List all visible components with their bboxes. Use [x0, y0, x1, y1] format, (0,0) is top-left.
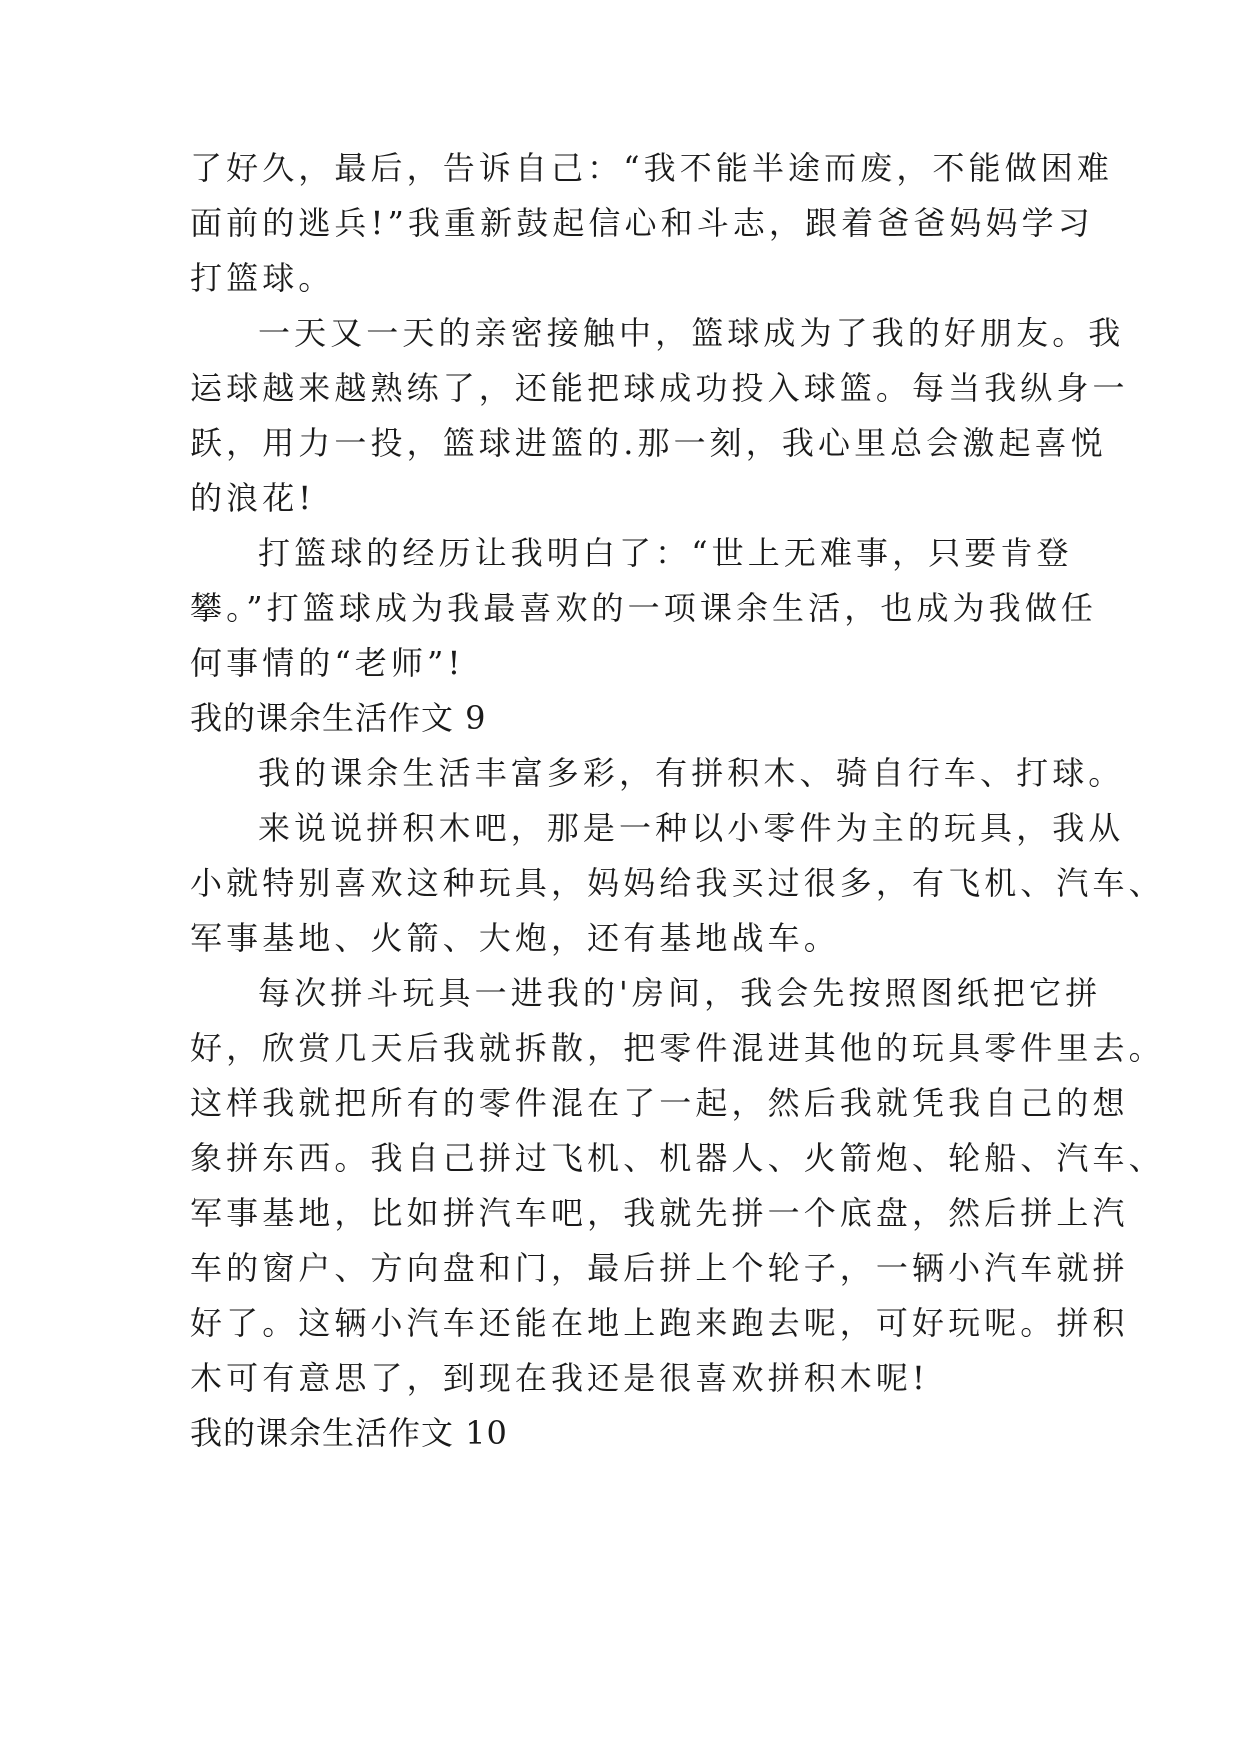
text-line: 小就特别喜欢这种玩具，妈妈给我买过很多，有飞机、汽车、	[190, 864, 1165, 902]
text-line: 跃，用力一投，篮球进篮的.那一刻，我心里总会激起喜悦	[190, 424, 1107, 462]
text-line: 木可有意思了，到现在我还是很喜欢拼积木呢!	[190, 1359, 929, 1397]
text-line: 象拼东西。我自己拼过飞机、机器人、火箭炮、轮船、汽车、	[190, 1139, 1165, 1177]
paragraph-first-line: 一天又一天的亲密接触中，篮球成为了我的好朋友。我	[258, 314, 1125, 352]
text-line: 打篮球。	[190, 259, 335, 297]
text-line: 的浪花!	[190, 479, 316, 517]
text-line: 车的窗户、方向盘和门，最后拼上个轮子，一辆小汽车就拼	[190, 1249, 1129, 1287]
text-line: 好了。这辆小汽车还能在地上跑来跑去呢，可好玩呢。拼积	[190, 1304, 1129, 1342]
paragraph-first-line: 打篮球的经历让我明白了：“世上无难事，只要肯登	[258, 534, 1073, 572]
text-line: 这样我就把所有的零件混在了一起，然后我就凭我自己的想	[190, 1084, 1129, 1122]
text-line: 运球越来越熟练了，还能把球成功投入球篮。每当我纵身一	[190, 369, 1129, 407]
text-line: 好，欣赏几天后我就拆散，把零件混进其他的玩具零件里去。	[190, 1029, 1165, 1067]
text-line: 面前的逃兵!”我重新鼓起信心和斗志，跟着爸爸妈妈学习	[190, 204, 1094, 242]
text-line: 攀。”打篮球成为我最喜欢的一项课余生活，也成为我做任	[190, 589, 1097, 627]
paragraph-first-line: 来说说拼积木吧，那是一种以小零件为主的玩具，我从	[258, 809, 1125, 847]
paragraph-first-line: 我的课余生活丰富多彩，有拼积木、骑自行车、打球。	[258, 754, 1125, 792]
section-heading: 我的课余生活作文 9	[190, 699, 487, 737]
text-line: 何事情的“老师”!	[190, 644, 465, 682]
paragraph-first-line: 每次拼斗玩具一进我的'房间，我会先按照图纸把它拼	[258, 974, 1102, 1012]
text-line: 军事基地、火箭、大炮，还有基地战车。	[190, 919, 840, 957]
text-line: 军事基地，比如拼汽车吧，我就先拼一个底盘，然后拼上汽	[190, 1194, 1129, 1232]
text-line: 了好久，最后，告诉自己：“我不能半途而废，不能做困难	[190, 149, 1113, 187]
section-heading: 我的课余生活作文 10	[190, 1414, 508, 1452]
